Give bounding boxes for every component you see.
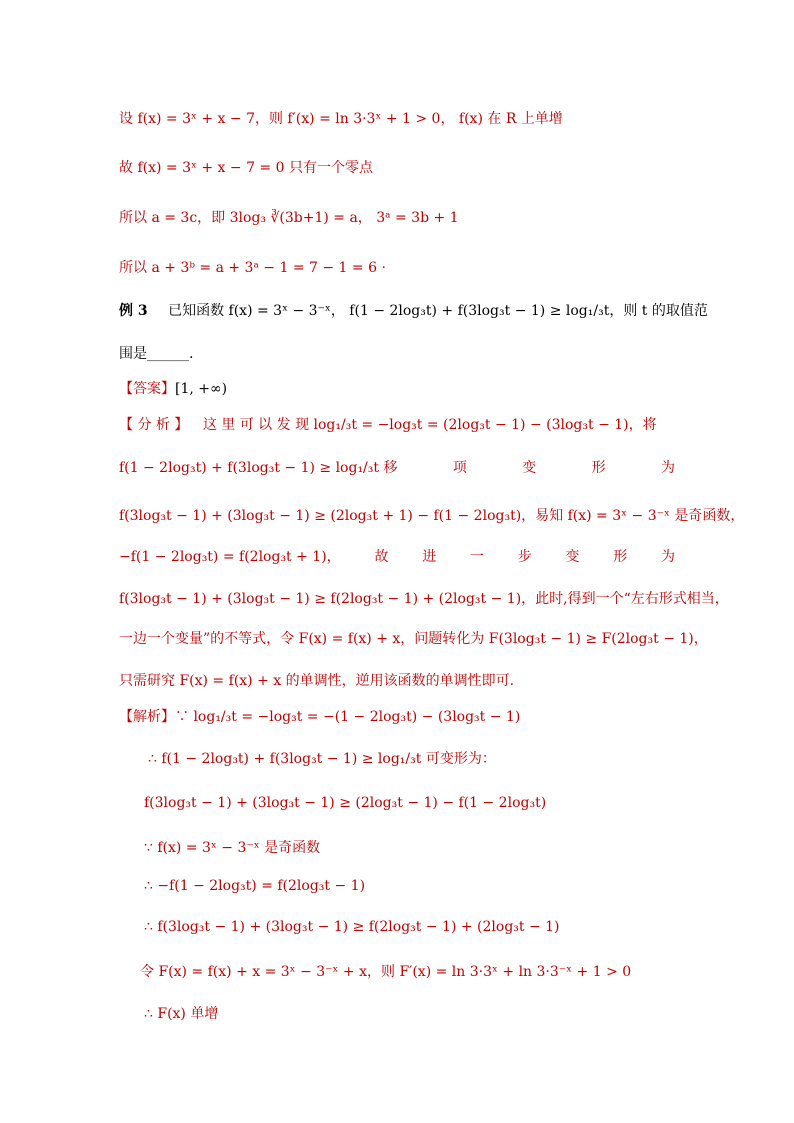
- analysis-line-7: 只需研究 F(x) = f(x) + x 的单调性，逆用该函数的单调性即可.: [119, 673, 515, 689]
- solution-line-1: [119, 706, 520, 726]
- analysis-word: 一: [469, 549, 484, 565]
- solution-line-2: ∴ f(1 − 2log₃t) + f(3log₃t − 1) ≥ log₁/₃t 可变形为：: [148, 751, 496, 767]
- example-3-question-cont: 围是______.: [119, 346, 194, 362]
- analysis-word: 故: [374, 549, 389, 565]
- analysis-line-1: [119, 414, 657, 434]
- solution-line-8: ∴ F(x) 单增: [144, 1006, 219, 1022]
- analysis-word: 形: [591, 460, 606, 476]
- proof-line-4: 所以 a + 3ᵇ = a + 3ᵃ − 1 = 7 − 1 = 6 ·: [119, 260, 386, 276]
- solution-line-5: ∴ −f(1 − 2log₃t) = f(2log₃t − 1): [144, 878, 366, 894]
- solution-text-1: ∵ log₁/₃t = −log₃t = −(1 − 2log₃t) − (3log₃t − 1): [175, 709, 521, 725]
- proof-line-3: 所以 a = 3c，即 3log₃ ∛(3b+1) = a， 3ᵃ = 3b + 1: [119, 210, 459, 226]
- example-label: 例 3: [119, 303, 148, 319]
- analysis-word: 变: [522, 460, 537, 476]
- answer-line: [119, 378, 227, 398]
- solution-line-7: 令 F(x) = f(x) + x = 3ˣ − 3⁻ˣ + x，则 F′(x) = ln 3·3ˣ + ln 3·3⁻ˣ + 1 > 0: [140, 964, 632, 980]
- solution-line-4: ∵ f(x) = 3ˣ − 3⁻ˣ 是奇函数: [144, 840, 321, 856]
- example-text: 已知函数 f(x) = 3ˣ − 3⁻ˣ， f(1 − 2log₃t) + f(3log₃t − 1) ≥ log₁/₃t，则 t 的取值范: [168, 303, 708, 319]
- analysis-word: 为: [660, 549, 675, 565]
- answer-label: 【答案】: [119, 381, 175, 397]
- analysis-word: 为: [660, 460, 675, 476]
- analysis-word: 步: [517, 549, 532, 565]
- analysis-text-4: −f(1 − 2log₃t) = f(2log₃t + 1)，: [119, 549, 341, 565]
- analysis-word: 项: [452, 460, 467, 476]
- proof-line-1: 设 f(x) = 3ˣ + x − 7，则 f′(x) = ln 3·3ˣ + 1 > 0， f(x) 在 R 上单增: [119, 111, 563, 127]
- analysis-line-3: f(3log₃t − 1) + (3log₃t − 1) ≥ (2log₃t + 1) − f(1 − 2log₃t)，易知 f(x) = 3ˣ − 3⁻ˣ 是奇函数，: [119, 508, 745, 524]
- analysis-line-5: f(3log₃t − 1) + (3log₃t − 1) ≥ f(2log₃t − 1) + (2log₃t − 1)，此时,得到一个“左右形式相当，: [119, 591, 729, 607]
- analysis-text-1: 这 里 可 以 发 现 log₁/₃t = −log₃t = (2log₃t − 1) − (3log₃t − 1)，将: [202, 417, 657, 433]
- analysis-text-2: f(1 − 2log₃t) + f(3log₃t − 1) ≥ log₁/₃t 移: [119, 460, 398, 476]
- analysis-line-6: 一边一个变量”的不等式，令 F(x) = f(x) + x，问题转化为 F(3log₃t − 1) ≥ F(2log₃t − 1)，: [119, 631, 708, 647]
- solution-line-6: ∴ f(3log₃t − 1) + (3log₃t − 1) ≥ f(2log₃t − 1) + (2log₃t − 1): [144, 919, 560, 935]
- analysis-label: 【 分 析 】: [119, 417, 189, 433]
- analysis-line-4: [119, 546, 675, 566]
- analysis-line-2: [119, 457, 675, 477]
- analysis-word: 进: [422, 549, 437, 565]
- solution-label: 【解析】: [119, 709, 175, 725]
- analysis-word: 变: [565, 549, 580, 565]
- solution-line-3: f(3log₃t − 1) + (3log₃t − 1) ≥ (2log₃t − 1) − f(1 − 2log₃t): [144, 795, 547, 811]
- analysis-word: 形: [613, 549, 628, 565]
- proof-line-2: 故 f(x) = 3ˣ + x − 7 = 0 只有一个零点: [119, 160, 373, 176]
- answer-value: [1, +∞): [175, 381, 228, 397]
- example-3-question: [119, 300, 708, 320]
